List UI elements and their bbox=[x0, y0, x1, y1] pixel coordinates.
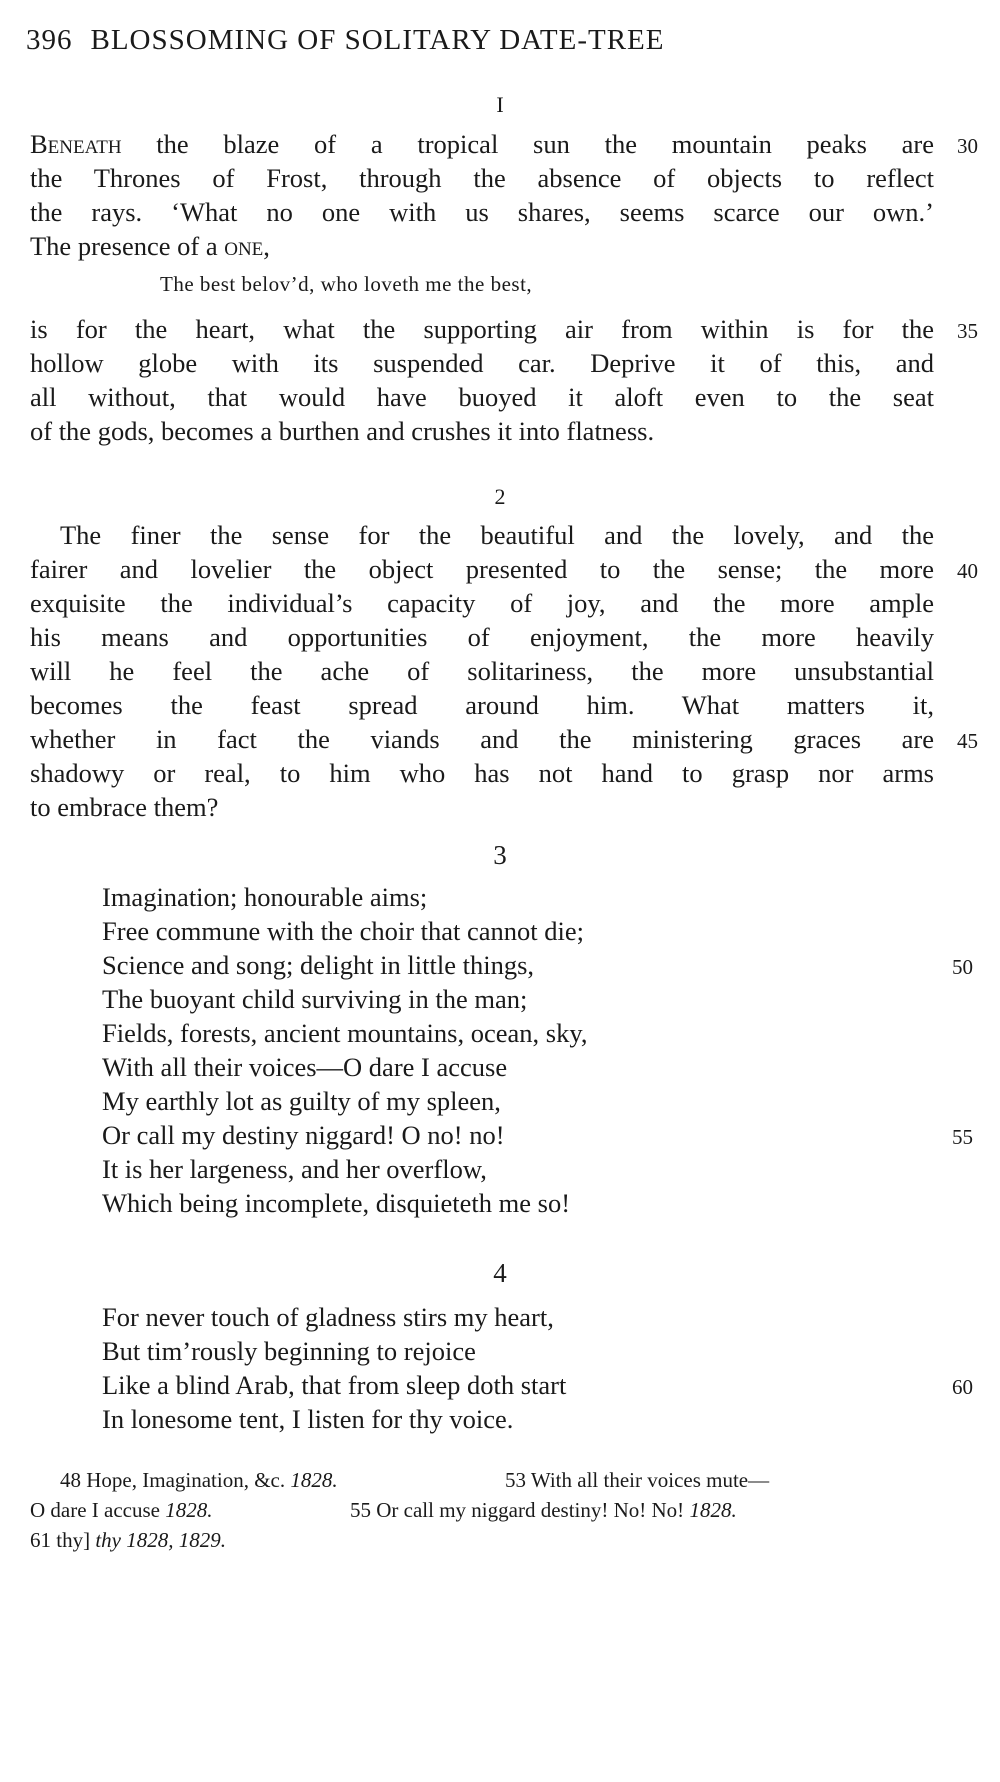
section-numeral: I bbox=[496, 92, 504, 117]
prose-line bbox=[30, 586, 934, 620]
verse-line bbox=[102, 1402, 972, 1436]
prose-line bbox=[30, 229, 934, 263]
line-text: Science and song; delight in little things, bbox=[102, 950, 535, 980]
verse-line bbox=[102, 1152, 972, 1186]
verse-line bbox=[102, 1084, 972, 1118]
verse-line bbox=[102, 1050, 972, 1084]
line-text: My earthly lot as guilty of my spleen, bbox=[102, 1086, 501, 1116]
verse-line bbox=[102, 914, 972, 948]
line-number: 50 bbox=[952, 955, 973, 979]
running-title: BLOSSOMING OF SOLITARY DATE-TREE bbox=[90, 24, 665, 56]
prose-line bbox=[30, 654, 934, 688]
line-text: It is her largeness, and her overflow, bbox=[102, 1154, 487, 1184]
lead-word: Beneath bbox=[30, 129, 122, 159]
line-text: of the gods, becomes a burthen and crushes it into flatness. bbox=[30, 416, 655, 446]
line-text: Fields, forests, ancient mountains, ocean, sky, bbox=[102, 1018, 588, 1048]
verse-line bbox=[102, 1118, 972, 1152]
line-text: to embrace them? bbox=[30, 792, 219, 822]
note: O dare I accuse 1828. bbox=[30, 1498, 213, 1522]
line-text: Imagination; honourable aims; bbox=[102, 882, 428, 912]
page-number: 396 bbox=[26, 24, 73, 56]
line-text: exquisite the individual’s capacity of joy, and the more ample bbox=[30, 588, 934, 618]
line-text: fairer and lovelier the object presented to the sense; the more bbox=[30, 554, 934, 584]
prose-line bbox=[30, 756, 934, 790]
section-1-paragraph bbox=[30, 127, 978, 263]
line-text: the blaze of a tropical sun the mountain peaks are bbox=[121, 129, 934, 159]
line-text: shadowy or real, to him who has not hand to grasp nor arms bbox=[30, 758, 934, 788]
section-3-verse bbox=[102, 880, 972, 1220]
verse-line bbox=[102, 948, 972, 982]
line-text: the Thrones of Frost, through the absence of objects to reflect bbox=[30, 163, 934, 193]
verse-line bbox=[102, 1334, 972, 1368]
small-caps-word: one bbox=[224, 231, 264, 261]
prose-line bbox=[30, 127, 978, 161]
running-head bbox=[26, 24, 664, 57]
line-text: Free commune with the choir that cannot die; bbox=[102, 916, 585, 946]
quoted-verse-line: The best belov’d, who loveth me the best, bbox=[160, 272, 533, 296]
section-numeral: 2 bbox=[494, 484, 506, 509]
line-text: In lonesome tent, I listen for thy voice. bbox=[102, 1404, 514, 1434]
prose-line bbox=[30, 312, 978, 346]
line-text: will he feel the ache of solitariness, the more unsubstantial bbox=[30, 656, 934, 686]
section-4-verse bbox=[102, 1300, 972, 1436]
line-text: The presence of a bbox=[30, 231, 225, 261]
line-text: Like a blind Arab, that from sleep doth start bbox=[102, 1370, 567, 1400]
prose-line bbox=[30, 688, 934, 722]
line-text: whether in fact the viands and the ministering graces are bbox=[30, 724, 934, 754]
verse-line bbox=[102, 1368, 972, 1402]
verse-line bbox=[102, 1300, 972, 1334]
section-numeral: 4 bbox=[493, 1258, 507, 1288]
line-text: For never touch of gladness stirs my heart, bbox=[102, 1302, 554, 1332]
line-text: hollow globe with its suspended car. Deprive it of this, and bbox=[30, 348, 934, 378]
line-number: 40 bbox=[957, 559, 978, 583]
line-text: With all their voices—O dare I accuse bbox=[102, 1052, 508, 1082]
section-numeral: 3 bbox=[493, 840, 507, 870]
note-line bbox=[30, 1525, 950, 1555]
note: 53 With all their voices mute— bbox=[505, 1468, 770, 1492]
note: 61 thy] thy 1828, 1829. bbox=[30, 1528, 226, 1552]
line-text: all without, that would have buoyed it aloft even to the seat bbox=[30, 382, 934, 412]
line-text: becomes the feast spread around him. What matters it, bbox=[30, 690, 934, 720]
line-number: 60 bbox=[952, 1375, 973, 1399]
line-number: 35 bbox=[957, 319, 978, 343]
prose-line bbox=[30, 518, 934, 552]
section-2-paragraph bbox=[30, 518, 978, 824]
note: 48 Hope, Imagination, &c. 1828. bbox=[60, 1468, 338, 1492]
line-text: But tim’rously beginning to rejoice bbox=[102, 1336, 476, 1366]
line-text: The finer the sense for the beautiful and the lovely, and the bbox=[60, 520, 934, 550]
prose-line bbox=[30, 722, 978, 756]
prose-line bbox=[30, 414, 934, 448]
verse-line bbox=[102, 880, 972, 914]
line-number: 30 bbox=[957, 134, 978, 158]
line-text: is for the heart, what the supporting air from within is for the bbox=[30, 314, 934, 344]
line-text: The buoyant child surviving in the man; bbox=[102, 984, 528, 1014]
prose-line bbox=[30, 380, 934, 414]
line-text: Which being incomplete, disquieteth me so! bbox=[102, 1188, 571, 1218]
line-number: 55 bbox=[952, 1125, 973, 1149]
prose-line bbox=[30, 552, 978, 586]
line-text: , bbox=[263, 231, 270, 261]
verse-line bbox=[102, 1016, 972, 1050]
note: 55 Or call my niggard destiny! No! No! 1828. bbox=[350, 1498, 737, 1522]
line-text: his means and opportunities of enjoyment, the more heavily bbox=[30, 622, 934, 652]
note-line bbox=[30, 1495, 950, 1525]
prose-line bbox=[30, 195, 934, 229]
prose-line bbox=[30, 620, 934, 654]
verse-line bbox=[102, 982, 972, 1016]
line-text: Or call my destiny niggard! O no! no! bbox=[102, 1120, 505, 1150]
prose-line bbox=[30, 161, 934, 195]
prose-line bbox=[30, 790, 934, 824]
note-line bbox=[30, 1465, 950, 1495]
line-number: 45 bbox=[957, 729, 978, 753]
section-1-paragraph-continued bbox=[30, 312, 978, 448]
verse-line bbox=[102, 1186, 972, 1220]
line-text: the rays. ‘What no one with us shares, seems scarce our own.’ bbox=[30, 197, 934, 227]
prose-line bbox=[30, 346, 934, 380]
textual-notes bbox=[30, 1465, 950, 1555]
